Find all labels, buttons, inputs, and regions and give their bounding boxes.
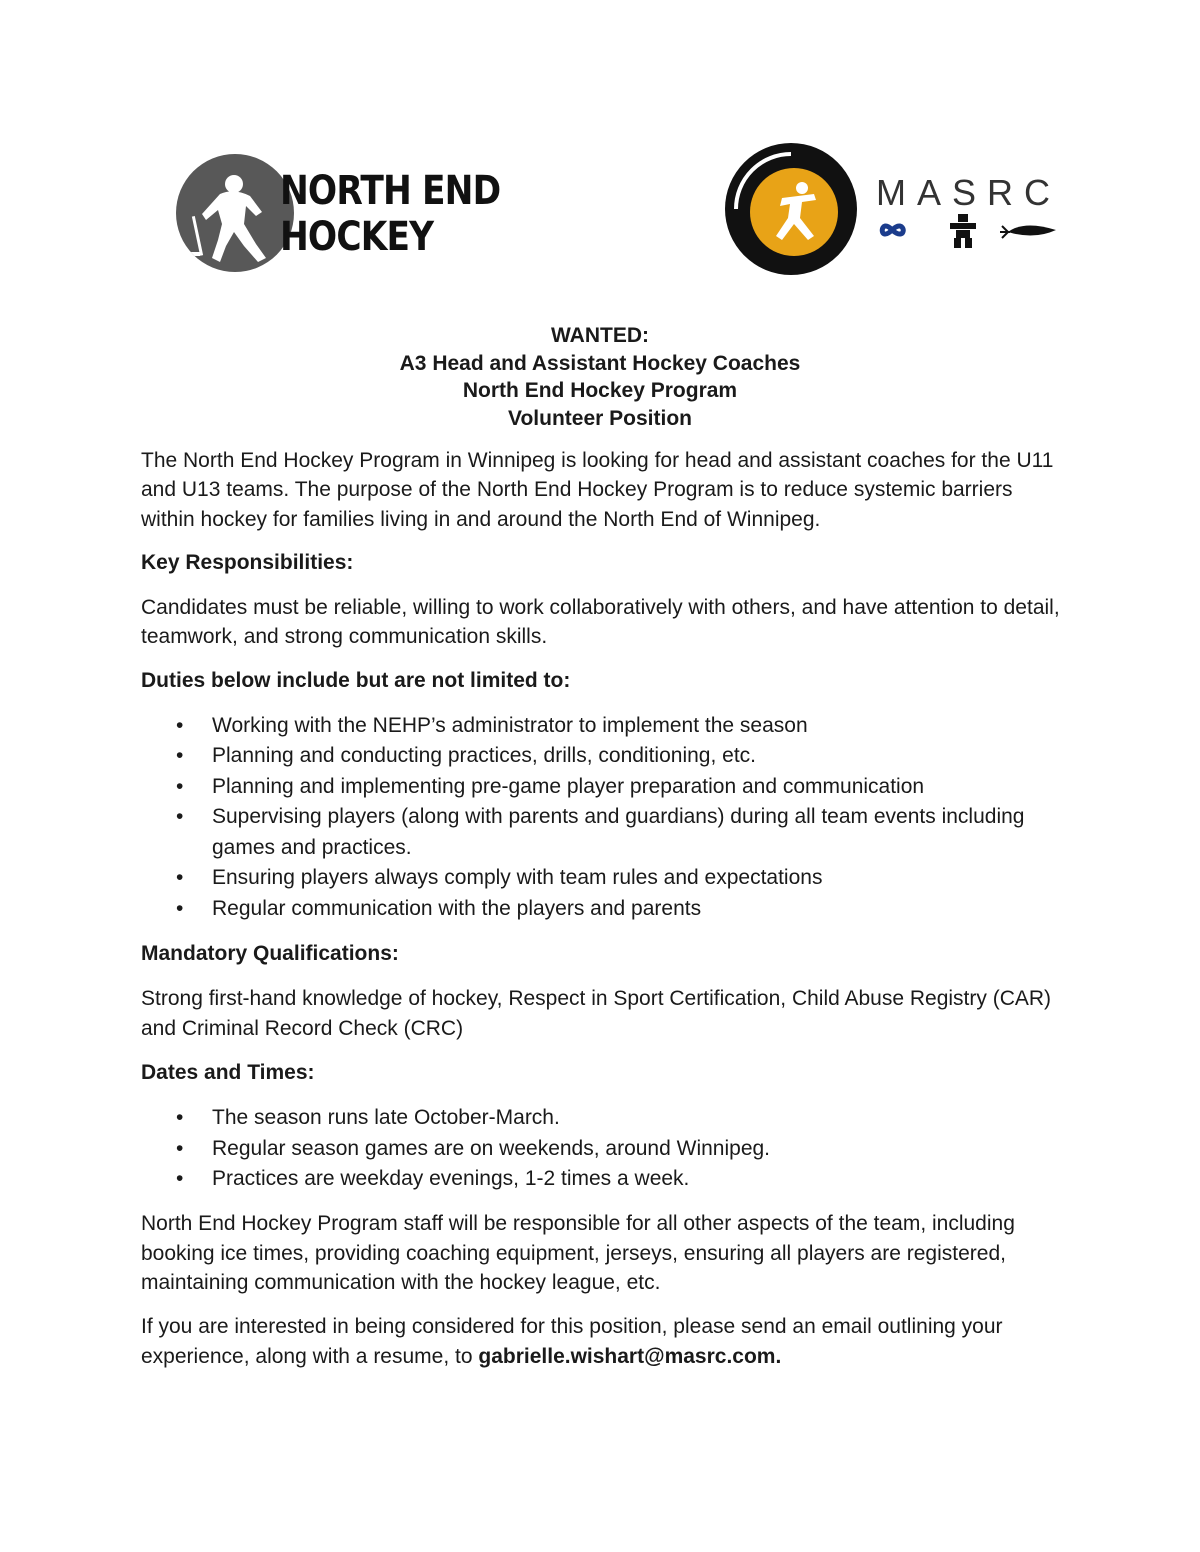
dates-title: Dates and Times:: [141, 1060, 315, 1084]
staff-note-paragraph: North End Hockey Program staff will be responsible for all other aspects of the team, including booking ice times, providing coaching equipment, jerseys, ensuring all players are registered, maintaining communication with the hockey league, etc.: [141, 1212, 1015, 1294]
heading-position: A3 Head and Assistant Hockey Coaches: [399, 351, 801, 375]
qualifications-title: Mandatory Qualifications:: [141, 941, 399, 965]
page-title: [0, 322, 1200, 432]
duties-title: Duties below include but are not limited to:: [141, 668, 571, 692]
list-item: • Supervising players (along with parents and guardians) during all team events including games and practices.: [141, 802, 1071, 863]
list-item: • Planning and implementing pre-game player preparation and communication: [141, 772, 1071, 802]
masrc-logo: [722, 138, 1062, 278]
list-item: • Planning and conducting practices, drills, conditioning, etc.: [141, 741, 1071, 771]
bullet-icon: •: [176, 805, 184, 829]
list-item: • Regular communication with the players and parents: [141, 894, 1071, 924]
feather-icon: [1000, 225, 1056, 238]
closing-paragraph: [141, 1312, 1071, 1371]
bullet-icon: •: [176, 1106, 184, 1130]
bullet-icon: •: [176, 1136, 184, 1160]
bullet-icon: •: [176, 774, 184, 798]
inukshuk-icon: [950, 214, 976, 248]
list-item: • Ensuring players always comply with team rules and expectations: [141, 863, 1071, 893]
infinity-icon: [882, 226, 903, 234]
contact-email-link[interactable]: gabrielle.wishart@masrc.com.: [478, 1344, 782, 1368]
dates-list: [141, 1103, 1071, 1194]
heading-program: North End Hockey Program: [462, 379, 738, 402]
heading-wanted: WANTED:: [551, 324, 649, 347]
key-responsibilities-text: Candidates must be reliable, willing to work collaboratively with others, and have attention to detail, teamwork, and strong communication skills.: [141, 596, 1060, 649]
closing-text: If you are interested in being considered for this position, please send an email outlining your experience, along with a resume, to: [141, 1315, 1003, 1368]
bullet-icon: •: [176, 714, 184, 738]
bullet-icon: •: [176, 866, 184, 890]
north-end-hockey-logo: [176, 150, 501, 275]
duties-list: [141, 711, 1071, 924]
list-item: • Practices are weekday evenings, 1-2 times a week.: [141, 1164, 1071, 1194]
key-responsibilities-title: Key Responsibilities:: [141, 550, 354, 574]
masrc-wordmark: MASRC: [876, 172, 1062, 213]
list-item: • Regular season games are on weekends, around Winnipeg.: [141, 1134, 1071, 1164]
masrc-emblem-icon: [722, 140, 860, 278]
bullet-icon: •: [176, 1166, 184, 1190]
masrc-cultural-icons: [874, 210, 1064, 250]
heading-volunteer: Volunteer Position: [508, 406, 692, 430]
bullet-icon: •: [176, 744, 184, 768]
north-end-hockey-wordmark: NORTH END HOCKEY: [280, 168, 501, 260]
document-body: [141, 446, 1071, 1371]
qualifications-text: Strong first-hand knowledge of hockey, Respect in Sport Certification, Child Abuse Registry (CAR) and Criminal Record Check (CRC): [141, 987, 1052, 1040]
list-item: • The season runs late October-March.: [141, 1103, 1071, 1133]
list-item: • Working with the NEHP’s administrator to implement the season: [141, 711, 1071, 741]
intro-paragraph: The North End Hockey Program in Winnipeg is looking for head and assistant coaches for the U11 and U13 teams. The purpose of the North End Hockey Program is to reduce systemic barriers within hockey for families living in and around the North End of Winnipeg.: [141, 449, 1054, 531]
bullet-icon: •: [176, 896, 184, 920]
hockey-player-icon: [176, 154, 294, 272]
